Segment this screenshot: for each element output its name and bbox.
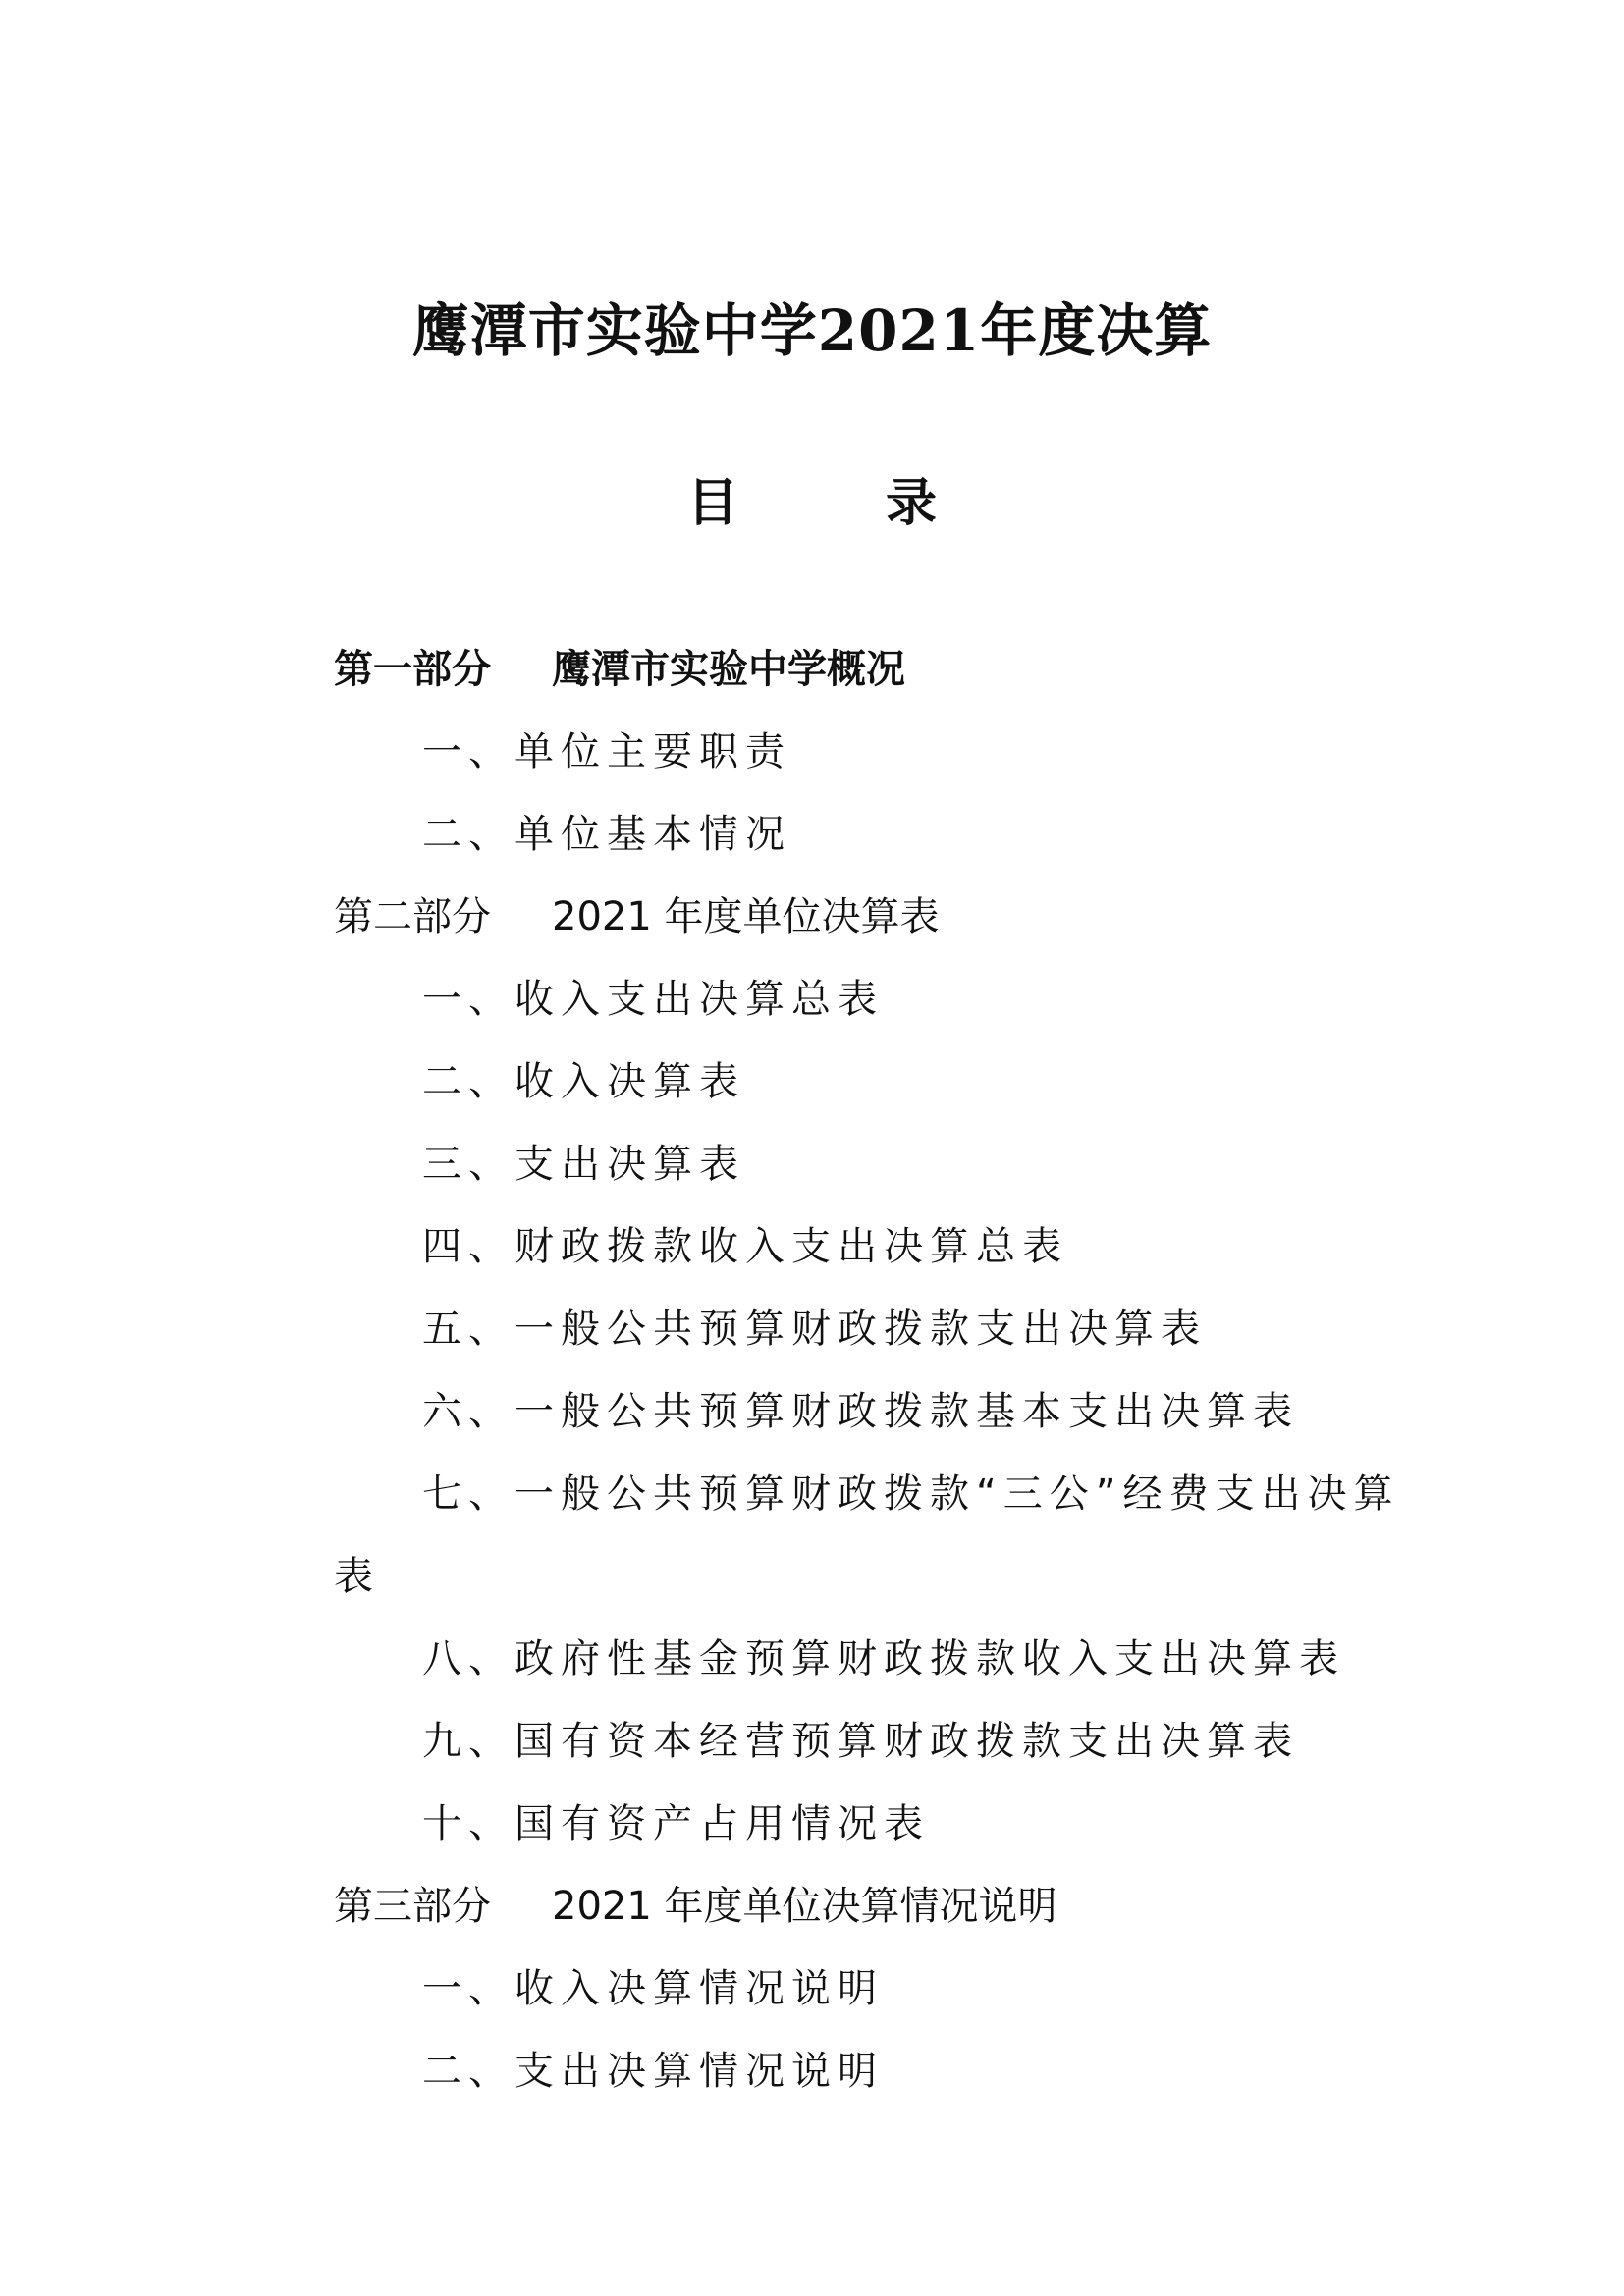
- toc-item[interactable]: 七、一般公共预算财政拨款“三公”经费支出决算: [422, 1471, 1400, 1517]
- toc-item[interactable]: 五、一般公共预算财政拨款支出决算表: [422, 1307, 1207, 1352]
- document-title: 鹰潭市实验中学2021年度决算: [411, 297, 1213, 364]
- toc-item[interactable]: 二、单位基本情况: [422, 812, 791, 857]
- toc-item[interactable]: 八、政府性基金预算财政拨款收入支出决算表: [422, 1636, 1345, 1682]
- toc-item[interactable]: 九、国有资本经营预算财政拨款支出决算表: [422, 1719, 1299, 1764]
- toc-heading-char-2: 录: [886, 474, 938, 533]
- toc-part-3-number: 第三部分: [334, 1884, 491, 1929]
- toc-item-continuation[interactable]: 表: [334, 1554, 380, 1599]
- toc-item[interactable]: 二、收入决算表: [422, 1059, 745, 1104]
- toc-item[interactable]: 四、财政拨款收入支出决算总表: [422, 1224, 1068, 1269]
- toc-part-1[interactable]: [334, 628, 1394, 711]
- toc-item[interactable]: 六、一般公共预算财政拨款基本支出决算表: [422, 1389, 1299, 1434]
- toc-part-2-title: 2021 年度单位决算表: [552, 894, 940, 939]
- toc-part-1-number: 第一部分: [334, 647, 491, 692]
- table-of-contents: [334, 628, 1400, 2112]
- toc-part-2[interactable]: [334, 876, 1394, 958]
- toc-item[interactable]: 一、收入支出决算总表: [422, 977, 884, 1022]
- toc-item[interactable]: 三、支出决算表: [422, 1142, 745, 1187]
- toc-heading: [0, 461, 1624, 535]
- toc-item[interactable]: 十、国有资产占用情况表: [422, 1801, 930, 1846]
- toc-part-1-title: 鹰潭市实验中学概况: [552, 647, 905, 692]
- toc-item[interactable]: 一、收入决算情况说明: [422, 1966, 884, 2011]
- toc-item[interactable]: 二、支出决算情况说明: [422, 2049, 884, 2094]
- toc-part-3[interactable]: [334, 1865, 1394, 1948]
- toc-part-2-number: 第二部分: [334, 894, 491, 939]
- toc-heading-char-1: 目: [686, 474, 738, 533]
- toc-part-3-title: 2021 年度单位决算情况说明: [552, 1884, 1057, 1929]
- toc-item[interactable]: 一、单位主要职责: [422, 729, 791, 774]
